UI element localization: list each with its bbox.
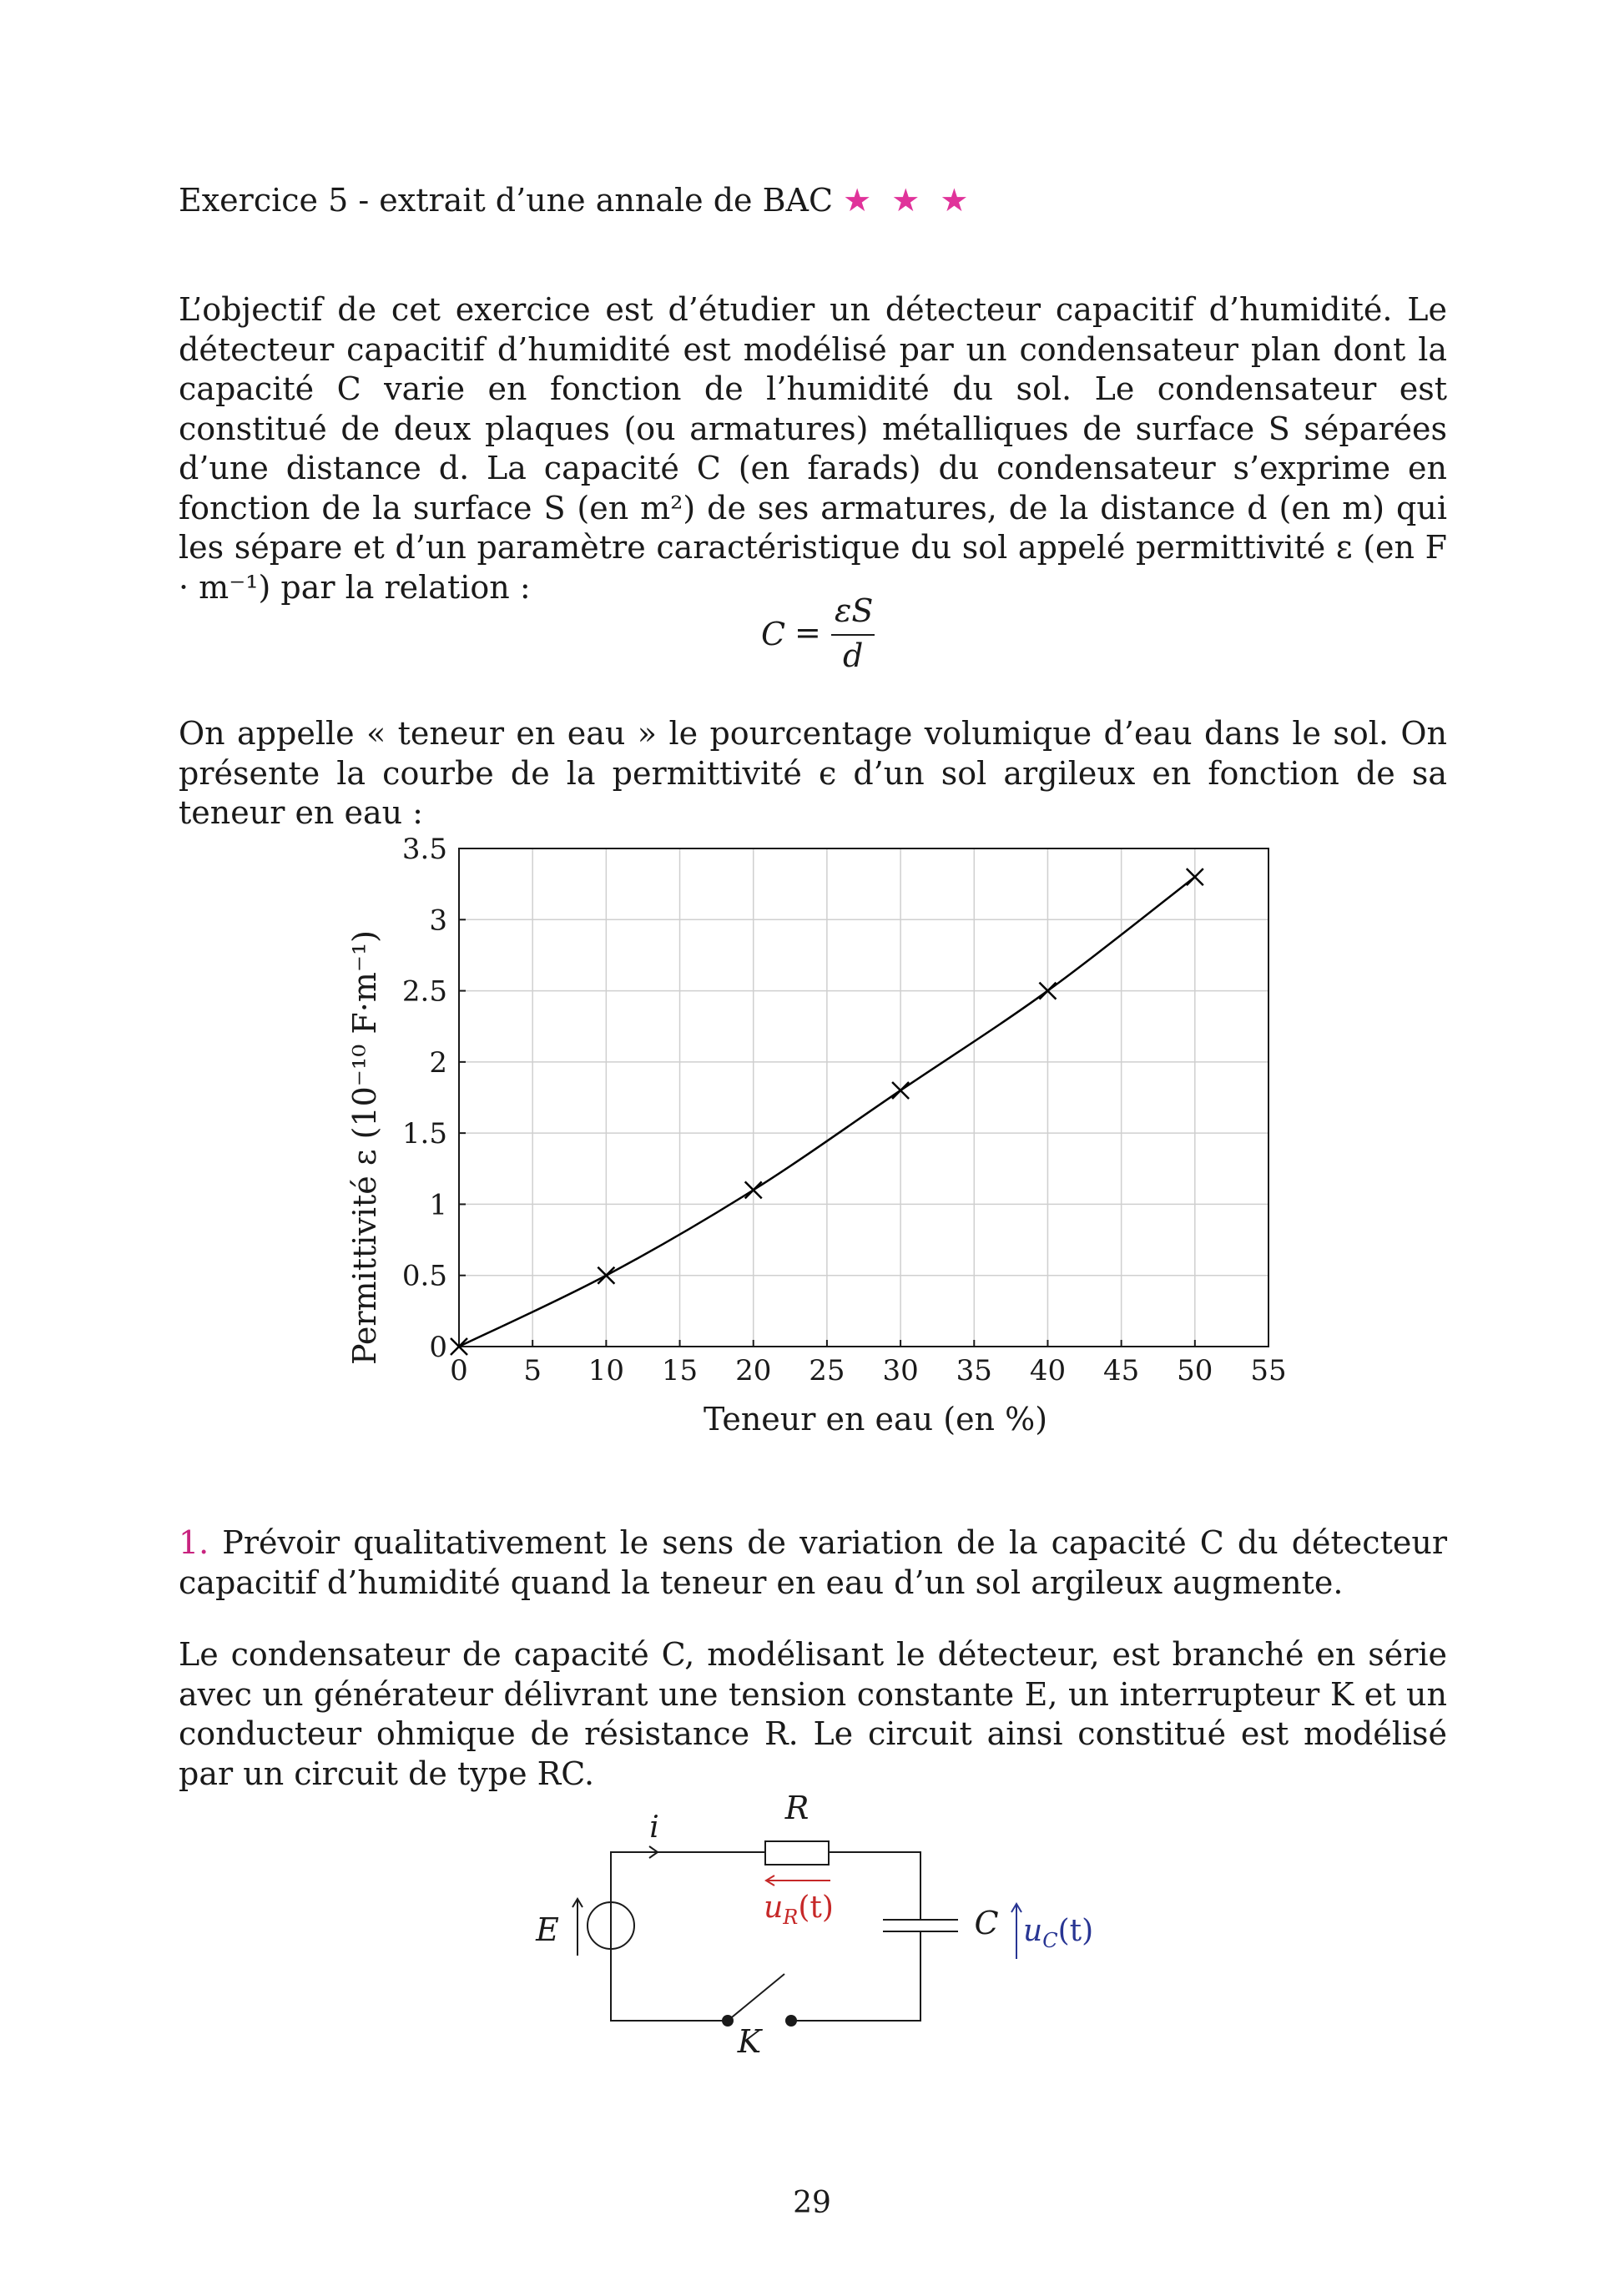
x-tick-label: 25 bbox=[809, 1354, 845, 1387]
formula-denominator: d bbox=[843, 637, 864, 674]
x-tick-label: 5 bbox=[523, 1354, 542, 1387]
y-tick-label: 1.5 bbox=[401, 1117, 447, 1151]
intro-paragraph: L’objectif de cet exercice est d’étudier un détecteur capacitif d’humidité. Le détecteur capacitif d’humidité est modélisé par un condensateur plan dont la capacité C varie en fonction de l’humidité du sol. Le condensateur est constitué de deux plaques (ou armatures) métalliques de surface S séparées d’une distance d. La capacité C (en farads) du condensateur s’exprime en fonction de la surface S (en m²) de ses armatures, de la distance d (en m) qui les sépare et d’un paramètre caractéristique du sol appelé permittivité ε (en F · m⁻¹) par la relation : bbox=[179, 291, 1447, 606]
x-tick-label: 40 bbox=[1029, 1354, 1067, 1387]
x-tick-label: 15 bbox=[661, 1354, 699, 1387]
resistor-label: R bbox=[784, 1790, 809, 1826]
y-tick-label: 1 bbox=[429, 1188, 447, 1222]
switch-contact-right bbox=[785, 2015, 797, 2027]
difficulty-stars-icon: ★ ★ ★ bbox=[843, 182, 974, 219]
question-1-text: Prévoir qualitativement le sens de variation de la capacité C du détecteur capacitif d’humidité quand la teneur en eau d’un sol argileux augmente. bbox=[179, 1524, 1447, 1601]
x-tick-label: 20 bbox=[735, 1354, 772, 1387]
x-tick-label: 55 bbox=[1250, 1354, 1287, 1387]
y-axis-label: Permittivité ε (10⁻¹⁰ F·m⁻¹) bbox=[346, 930, 383, 1365]
formula-equals: = bbox=[794, 614, 821, 651]
question-1 bbox=[179, 1523, 1447, 1603]
y-tick-label: 2.5 bbox=[401, 974, 447, 1009]
y-tick-label: 2 bbox=[429, 1045, 447, 1080]
chart-ticks bbox=[402, 833, 1287, 1387]
y-tick-label: 0.5 bbox=[401, 1259, 447, 1293]
formula-lhs: C bbox=[761, 616, 786, 652]
switch-label: K bbox=[737, 2023, 762, 2052]
y-tick-label: 3 bbox=[429, 904, 447, 938]
x-tick-label: 30 bbox=[882, 1354, 919, 1387]
chart-intro-paragraph: On appelle « teneur en eau » le pourcentage volumique d’eau dans le sol. On présente la courbe de la permittivité ϵ d’un sol argileux en fonction de sa teneur en eau : bbox=[179, 715, 1447, 831]
x-tick-label: 50 bbox=[1177, 1354, 1213, 1387]
exercise-title-text: Exercice 5 - extrait d’une annale de BAC bbox=[179, 182, 834, 219]
formula-numerator: εS bbox=[835, 592, 874, 629]
circuit-intro-paragraph: Le condensateur de capacité C, modélisant le détecteur, est branché en série avec un générateur délivrant une tension constante E, un interrupteur K et un conducteur ohmique de résistance R. Le circuit ainsi constitué est modélisé par un circuit de type RC. bbox=[179, 1636, 1447, 1792]
uc-label: $u_C(t)$ bbox=[1023, 1914, 1094, 1952]
switch-blade bbox=[728, 1974, 784, 2021]
capacitor-symbol bbox=[883, 1920, 958, 1931]
question-number: 1. bbox=[179, 1524, 209, 1561]
resistor-symbol bbox=[765, 1841, 829, 1865]
page-number: 29 bbox=[793, 2186, 831, 2220]
plot-frame bbox=[459, 848, 1268, 1347]
ur-label: $u_R(t)$ bbox=[764, 1891, 834, 1929]
y-tick-label: 0 bbox=[429, 1331, 447, 1364]
capacitor-label: C bbox=[974, 1905, 999, 1941]
chart-grid bbox=[459, 848, 1268, 1347]
circuit-wires bbox=[611, 1852, 920, 2021]
y-tick-label: 3.5 bbox=[401, 833, 447, 866]
source-label: E bbox=[536, 1911, 559, 1948]
x-tick-label: 35 bbox=[956, 1354, 992, 1387]
x-tick-label: 0 bbox=[450, 1354, 468, 1387]
x-tick-label: 45 bbox=[1103, 1354, 1140, 1387]
x-tick-label: 10 bbox=[588, 1354, 624, 1387]
current-label: i bbox=[649, 1810, 659, 1845]
x-axis-label: Teneur en eau (en %) bbox=[703, 1401, 1048, 1438]
rc-circuit-diagram bbox=[501, 1777, 1135, 2052]
